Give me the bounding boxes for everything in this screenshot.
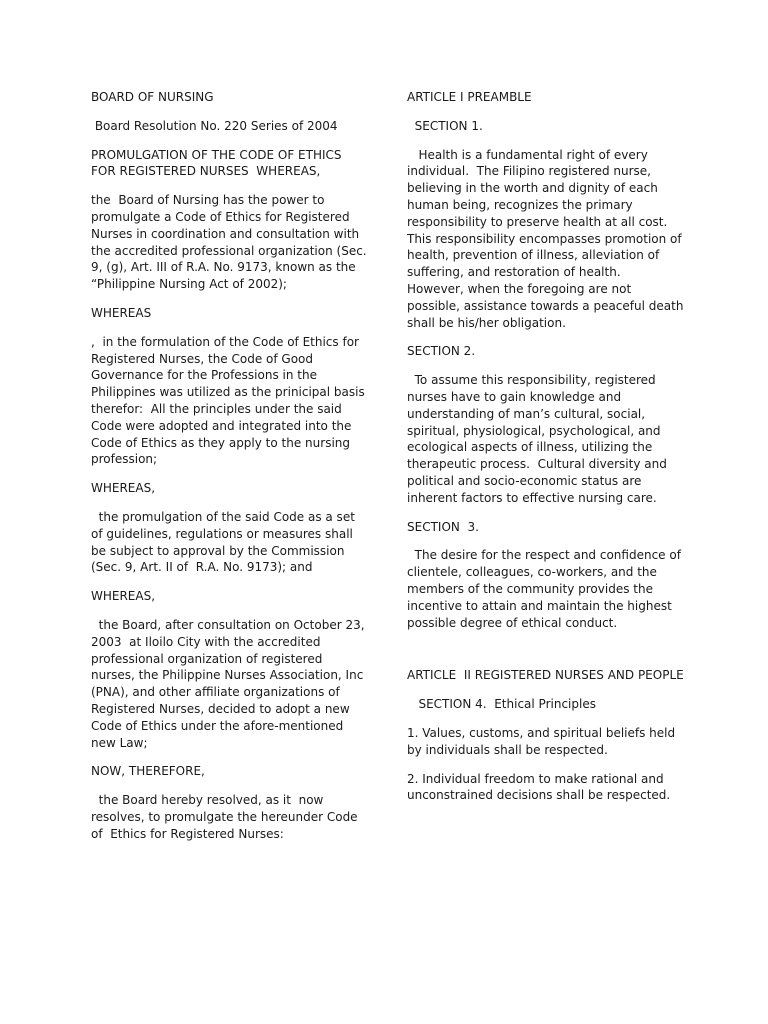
article-heading: ARTICLE I PREAMBLE	[407, 90, 532, 104]
now-therefore-label: NOW, THEREFORE,	[91, 764, 205, 779]
paragraph: the Board hereby resolved, as it now resolves, to promulgate the hereunder Code of Ethics for Registered Nurses:	[91, 793, 362, 841]
resolution-number: Board Resolution No. 220 Series of 2004	[91, 118, 338, 133]
list-item: 2. Individual freedom to make rational and unconstrained decisions shall be respected.	[407, 771, 671, 803]
whereas-label: WHEREAS,	[91, 481, 156, 496]
list-item: 1. Values, customs, and spiritual beliefs held by individuals shall be respected.	[407, 725, 679, 757]
board-title: BOARD OF NURSING	[91, 90, 214, 104]
paragraph: the Board of Nursing has the power to promulgate a Code of Ethics for Registered Nurses in coordination and consultation with the accredited professional organization (Sec. 9, (g), Art. III of R.A. No. 9173, known as the “Philippine Nursing Act of 2002);	[91, 193, 371, 292]
paragraph: the promulgation of the said Code as a set of guidelines, regulations or measures shall be subject to approval by the Commission (Sec. 9, Art. II of R.A. No. 9173); and	[91, 509, 359, 575]
whereas-label: WHEREAS	[91, 305, 152, 320]
paragraph: To assume this responsibility, registered nurses have to gain knowledge and understanding of man’s cultural, social, spiritual, physiological, psychological, and ecological aspects of illness, utilizing the therapeutic process. Cultural diversity and political and socio-economic status are inherent factors to effective nursing care.	[407, 373, 671, 505]
section-heading: SECTION 4. Ethical Principles	[407, 697, 596, 712]
paragraph: The desire for the respect and confidence of clientele, colleagues, co-workers, and the members of the community provides the incentive to attain and maintain the highest possible degree of ethical conduct.	[407, 548, 685, 630]
paragraph: the Board, after consultation on October 23, 2003 at Iloilo City with the accredited professional organization of registered nurses, the Philippine Nurses Association, Inc (PNA), and other affiliate organizations of Registered Nurses, decided to adopt a new Code of Ethics under the afore-mentioned new Law;	[91, 617, 369, 750]
right-column	[407, 89, 688, 816]
whereas-label: WHEREAS,	[91, 589, 156, 604]
article-heading: ARTICLE II REGISTERED NURSES AND PEOPLE	[407, 668, 684, 683]
section-heading: SECTION 3.	[407, 519, 479, 534]
section-heading: SECTION 1.	[407, 118, 483, 133]
paragraph: Health is a fundamental right of every individual. The Filipino registered nurse, believing in the worth and dignity of each human being, recognizes the primary responsibility to preserve health at all cost. This responsibility encompasses promotion of health, prevention of illness, alleviation of suffering, and restoration of health. However, when the foregoing are not possible, assistance towards a peaceful death shall be his/her obligation.	[407, 147, 688, 330]
blank-space	[407, 643, 685, 667]
paragraph: , in the formulation of the Code of Ethics for Registered Nurses, the Code of Good Governance for the Professions in the Philippines was utilized as the prinicipal basis therefor: All the principles under the said Code were adopted and integrated into the Code of Ethics as they apply to the nursing profession;	[91, 334, 369, 467]
section-heading: SECTION 2.	[407, 344, 476, 359]
promulgation-heading: PROMULGATION OF THE CODE OF ETHICS FOR REGISTERED NURSES WHEREAS,	[91, 147, 346, 179]
left-column	[91, 89, 371, 854]
